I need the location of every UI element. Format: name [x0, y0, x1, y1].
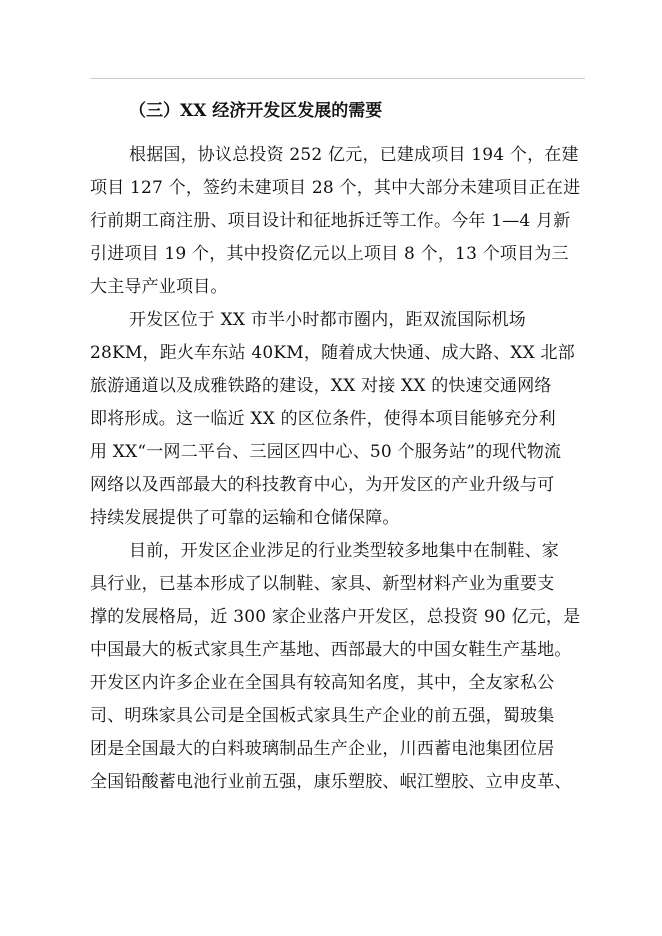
paragraph-line: 具行业，已基本形成了以制鞋、家具、新型材料产业为重要支	[90, 574, 555, 594]
paragraph-line: 项目 127 个，签约未建项目 28 个，其中大部分未建项目正在进	[90, 178, 581, 198]
paragraph-line: 旅游通道以及成雅铁路的建设，XX 对接 XX 的快速交通网络	[90, 376, 552, 396]
paragraph-line: 即将形成。这一临近 XX 的区位条件，使得本项目能够充分利	[90, 409, 556, 429]
paragraph-line: 团是全国最大的白料玻璃制品生产企业，川西蓄电池集团位居	[90, 739, 555, 759]
paragraph-line: 目前，开发区企业涉足的行业类型较多地集中在制鞋、家	[129, 541, 559, 561]
paragraph-line: 行前期工商注册、项目设计和征地拆迁等工作。今年 1—4 月新	[90, 211, 571, 231]
paragraph-line: 引进项目 19 个，其中投资亿元以上项目 8 个，13 个项目为三	[90, 244, 569, 264]
section-heading: （三）XX 经济开发区发展的需要	[129, 101, 383, 121]
paragraph-line: 根据国，协议总投资 252 亿元，已建成项目 194 个，在建	[129, 145, 579, 165]
paragraph-line: 网络以及西部最大的科技教育中心，为开发区的产业升级与可	[90, 475, 555, 495]
paragraph-line: 司、明珠家具公司是全国板式家具生产企业的前五强，蜀玻集	[90, 706, 555, 726]
paragraph-line: 开发区内许多企业在全国具有较高知名度，其中，全友家私公	[90, 673, 555, 693]
paragraph-line: 持续发展提供了可靠的运输和仓储保障。	[90, 508, 400, 528]
paragraph-line: 全国铅酸蓄电池行业前五强，康乐塑胶、岷江塑胶、立申皮革、	[90, 772, 572, 792]
paragraph-line: 28KM，距火车东站 40KM，随着成大快通、成大路、XX 北部	[90, 343, 575, 363]
paragraph-line: 中国最大的板式家具生产基地、西部最大的中国女鞋生产基地。	[90, 640, 572, 660]
paragraph-line: 大主导产业项目。	[90, 277, 228, 297]
paragraph-line: 撑的发展格局，近 300 家企业落户开发区，总投资 90 亿元，是	[90, 607, 581, 627]
paragraph-line: 开发区位于 XX 市半小时都市圈内，距双流国际机场	[129, 310, 527, 330]
header-divider	[90, 78, 585, 79]
paragraph-line: 用 XX“一网二平台、三园区四中心、50 个服务站”的现代物流	[90, 442, 562, 462]
